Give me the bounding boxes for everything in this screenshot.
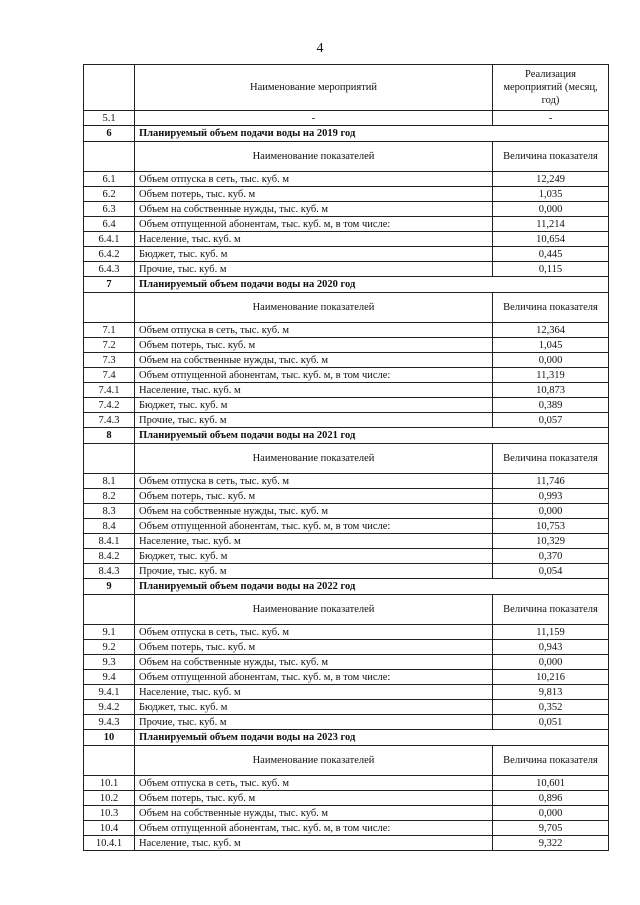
row-value: 0,054 xyxy=(493,564,609,579)
indicator-header-row xyxy=(84,595,609,625)
indicator-header-name: Наименование показателей xyxy=(135,746,493,776)
table-row xyxy=(84,232,609,247)
row-value: 0,000 xyxy=(493,353,609,368)
row-number: 9.1 xyxy=(84,625,135,640)
table-row xyxy=(84,338,609,353)
row-number: 10.2 xyxy=(84,791,135,806)
row-number: 9.4.2 xyxy=(84,700,135,715)
row-name: Объем отпущенной абонентам, тыс. куб. м, в том числе: xyxy=(135,217,493,232)
row-number: 7.3 xyxy=(84,353,135,368)
row-value: 10,329 xyxy=(493,534,609,549)
table-row xyxy=(84,353,609,368)
table-row xyxy=(84,383,609,398)
table-row xyxy=(84,413,609,428)
table-row xyxy=(84,504,609,519)
section-title: Планируемый объем подачи воды на 2020 год xyxy=(135,277,609,293)
row-name: Объем на собственные нужды, тыс. куб. м xyxy=(135,202,493,217)
table-row xyxy=(84,685,609,700)
section-title: Планируемый объем подачи воды на 2022 год xyxy=(135,579,609,595)
row-number: 7.2 xyxy=(84,338,135,353)
table-row xyxy=(84,640,609,655)
table-row xyxy=(84,776,609,791)
indicator-header-value-cell xyxy=(493,595,609,625)
table-row xyxy=(84,217,609,232)
row-name: Бюджет, тыс. куб. м xyxy=(135,398,493,413)
row-number: 6.4 xyxy=(84,217,135,232)
table-row xyxy=(84,821,609,836)
section-number: 9 xyxy=(84,579,135,595)
table-row xyxy=(84,111,609,126)
row-number: 8.2 xyxy=(84,489,135,504)
indicator-header-num xyxy=(84,293,135,323)
row-number: 8.4 xyxy=(84,519,135,534)
row-number: 9.3 xyxy=(84,655,135,670)
header-impl-cell xyxy=(493,65,609,111)
indicator-header-num xyxy=(84,142,135,172)
table-row xyxy=(84,836,609,851)
row-name: Объем потерь, тыс. куб. м xyxy=(135,489,493,504)
row-number: 6.1 xyxy=(84,172,135,187)
table-row xyxy=(84,187,609,202)
row-name: Объем отпуска в сеть, тыс. куб. м xyxy=(135,474,493,489)
row-value: 0,352 xyxy=(493,700,609,715)
row-number: 9.2 xyxy=(84,640,135,655)
row-name: Объем отпущенной абонентам, тыс. куб. м, в том числе: xyxy=(135,821,493,836)
row-number: 7.4 xyxy=(84,368,135,383)
section-header-row xyxy=(84,730,609,746)
row-value: 1,035 xyxy=(493,187,609,202)
row-name: Прочие, тыс. куб. м xyxy=(135,564,493,579)
row-value: 11,746 xyxy=(493,474,609,489)
row-number: 5.1 xyxy=(84,111,135,126)
section-number: 7 xyxy=(84,277,135,293)
indicator-header-name: Наименование показателей xyxy=(135,595,493,625)
row-value: 10,216 xyxy=(493,670,609,685)
header-num-cell xyxy=(84,65,135,111)
row-number: 6.4.1 xyxy=(84,232,135,247)
water-supply-table xyxy=(83,64,609,851)
table-row xyxy=(84,247,609,262)
row-number: 8.4.2 xyxy=(84,549,135,564)
row-number: 6.3 xyxy=(84,202,135,217)
row-name: Объем потерь, тыс. куб. м xyxy=(135,791,493,806)
row-name: Бюджет, тыс. куб. м xyxy=(135,247,493,262)
indicator-header-value: Величина показателя xyxy=(503,604,598,615)
row-number: 6.4.2 xyxy=(84,247,135,262)
row-value: 12,249 xyxy=(493,172,609,187)
row-value: 12,364 xyxy=(493,323,609,338)
row-value: 0,051 xyxy=(493,715,609,730)
row-number: 8.3 xyxy=(84,504,135,519)
row-value: 0,000 xyxy=(493,655,609,670)
indicator-header-name: Наименование показателей xyxy=(135,293,493,323)
row-value: 0,389 xyxy=(493,398,609,413)
row-name: Объем отпуска в сеть, тыс. куб. м xyxy=(135,172,493,187)
row-number: 10.3 xyxy=(84,806,135,821)
indicator-header-name: Наименование показателей xyxy=(135,142,493,172)
row-name: Прочие, тыс. куб. м xyxy=(135,413,493,428)
indicator-header-value: Величина показателя xyxy=(503,302,598,313)
row-name: Население, тыс. куб. м xyxy=(135,685,493,700)
table-row xyxy=(84,655,609,670)
page-number: 4 xyxy=(316,41,324,56)
section-header-row xyxy=(84,428,609,444)
row-name: Объем на собственные нужды, тыс. куб. м xyxy=(135,655,493,670)
table-row xyxy=(84,489,609,504)
header-impl-text: Реализация мероприятий (месяц, год) xyxy=(503,69,598,106)
row-number: 10.4.1 xyxy=(84,836,135,851)
indicator-header-row xyxy=(84,293,609,323)
row-name: Объем потерь, тыс. куб. м xyxy=(135,640,493,655)
row-value: 0,115 xyxy=(493,262,609,277)
row-number: 7.4.3 xyxy=(84,413,135,428)
table-row xyxy=(84,519,609,534)
row-value: 0,445 xyxy=(493,247,609,262)
indicator-header-value: Величина показателя xyxy=(503,755,598,766)
table-row xyxy=(84,398,609,413)
table-row xyxy=(84,806,609,821)
section-title: Планируемый объем подачи воды на 2021 год xyxy=(135,428,609,444)
row-value: 0,943 xyxy=(493,640,609,655)
row-name: Население, тыс. куб. м xyxy=(135,836,493,851)
row-name: Объем потерь, тыс. куб. м xyxy=(135,187,493,202)
table-row xyxy=(84,549,609,564)
row-value: 11,159 xyxy=(493,625,609,640)
row-number: 8.1 xyxy=(84,474,135,489)
row-number: 7.1 xyxy=(84,323,135,338)
row-name: Объем отпуска в сеть, тыс. куб. м xyxy=(135,625,493,640)
row-value: 10,601 xyxy=(493,776,609,791)
row-number: 8.4.3 xyxy=(84,564,135,579)
row-name: Население, тыс. куб. м xyxy=(135,383,493,398)
row-value: 0,057 xyxy=(493,413,609,428)
row-name: Прочие, тыс. куб. м xyxy=(135,262,493,277)
row-number: 6.4.3 xyxy=(84,262,135,277)
row-name: Объем на собственные нужды, тыс. куб. м xyxy=(135,353,493,368)
table-row xyxy=(84,262,609,277)
indicator-header-num xyxy=(84,444,135,474)
indicator-header-row xyxy=(84,142,609,172)
row-number: 6.2 xyxy=(84,187,135,202)
row-number: 9.4.3 xyxy=(84,715,135,730)
section-title: Планируемый объем подачи воды на 2023 год xyxy=(135,730,609,746)
indicator-header-value-cell xyxy=(493,293,609,323)
row-name: Объем отпущенной абонентам, тыс. куб. м, в том числе: xyxy=(135,519,493,534)
row-number: 8.4.1 xyxy=(84,534,135,549)
row-value: 11,319 xyxy=(493,368,609,383)
row-name: Бюджет, тыс. куб. м xyxy=(135,700,493,715)
row-value: 0,896 xyxy=(493,791,609,806)
row-value: 9,813 xyxy=(493,685,609,700)
row-number: 7.4.2 xyxy=(84,398,135,413)
row-number: 9.4 xyxy=(84,670,135,685)
table-row xyxy=(84,202,609,217)
indicator-header-row xyxy=(84,444,609,474)
indicator-header-value-cell xyxy=(493,444,609,474)
table-row xyxy=(84,700,609,715)
row-value: 0,993 xyxy=(493,489,609,504)
row-value: 0,000 xyxy=(493,806,609,821)
table-row xyxy=(84,564,609,579)
header-name-cell: Наименование мероприятий xyxy=(135,65,493,111)
row-name: - xyxy=(135,111,493,126)
row-name: Прочие, тыс. куб. м xyxy=(135,715,493,730)
row-value: 11,214 xyxy=(493,217,609,232)
row-value: 9,705 xyxy=(493,821,609,836)
row-name: Объем отпущенной абонентам, тыс. куб. м, в том числе: xyxy=(135,368,493,383)
row-name: Бюджет, тыс. куб. м xyxy=(135,549,493,564)
row-value: - xyxy=(493,111,609,126)
indicator-header-value-cell xyxy=(493,142,609,172)
row-name: Объем потерь, тыс. куб. м xyxy=(135,338,493,353)
section-header-row xyxy=(84,126,609,142)
indicator-header-num xyxy=(84,746,135,776)
indicator-header-value-cell xyxy=(493,746,609,776)
row-value: 10,753 xyxy=(493,519,609,534)
indicator-header-value: Величина показателя xyxy=(503,151,598,162)
row-name: Объем отпущенной абонентам, тыс. куб. м, в том числе: xyxy=(135,670,493,685)
row-value: 9,322 xyxy=(493,836,609,851)
indicator-header-value: Величина показателя xyxy=(503,453,598,464)
table-row xyxy=(84,172,609,187)
section-header-row xyxy=(84,579,609,595)
table-row xyxy=(84,715,609,730)
indicator-header-row xyxy=(84,746,609,776)
row-value: 0,000 xyxy=(493,202,609,217)
table-row xyxy=(84,534,609,549)
section-number: 10 xyxy=(84,730,135,746)
row-value: 10,873 xyxy=(493,383,609,398)
row-number: 7.4.1 xyxy=(84,383,135,398)
row-number: 9.4.1 xyxy=(84,685,135,700)
row-value: 1,045 xyxy=(493,338,609,353)
table-row xyxy=(84,323,609,338)
section-header-row xyxy=(84,277,609,293)
row-name: Население, тыс. куб. м xyxy=(135,534,493,549)
table-row xyxy=(84,474,609,489)
row-number: 10.1 xyxy=(84,776,135,791)
table-row xyxy=(84,625,609,640)
row-value: 0,370 xyxy=(493,549,609,564)
indicator-header-name: Наименование показателей xyxy=(135,444,493,474)
row-value: 10,654 xyxy=(493,232,609,247)
row-name: Объем отпуска в сеть, тыс. куб. м xyxy=(135,323,493,338)
row-name: Объем отпуска в сеть, тыс. куб. м xyxy=(135,776,493,791)
section-number: 6 xyxy=(84,126,135,142)
section-title: Планируемый объем подачи воды на 2019 год xyxy=(135,126,609,142)
row-name: Население, тыс. куб. м xyxy=(135,232,493,247)
table-row xyxy=(84,791,609,806)
section-number: 8 xyxy=(84,428,135,444)
indicator-header-num xyxy=(84,595,135,625)
table-row xyxy=(84,670,609,685)
row-name: Объем на собственные нужды, тыс. куб. м xyxy=(135,806,493,821)
row-name: Объем на собственные нужды, тыс. куб. м xyxy=(135,504,493,519)
row-number: 10.4 xyxy=(84,821,135,836)
table-header-row xyxy=(84,65,609,111)
table-row xyxy=(84,368,609,383)
row-value: 0,000 xyxy=(493,504,609,519)
